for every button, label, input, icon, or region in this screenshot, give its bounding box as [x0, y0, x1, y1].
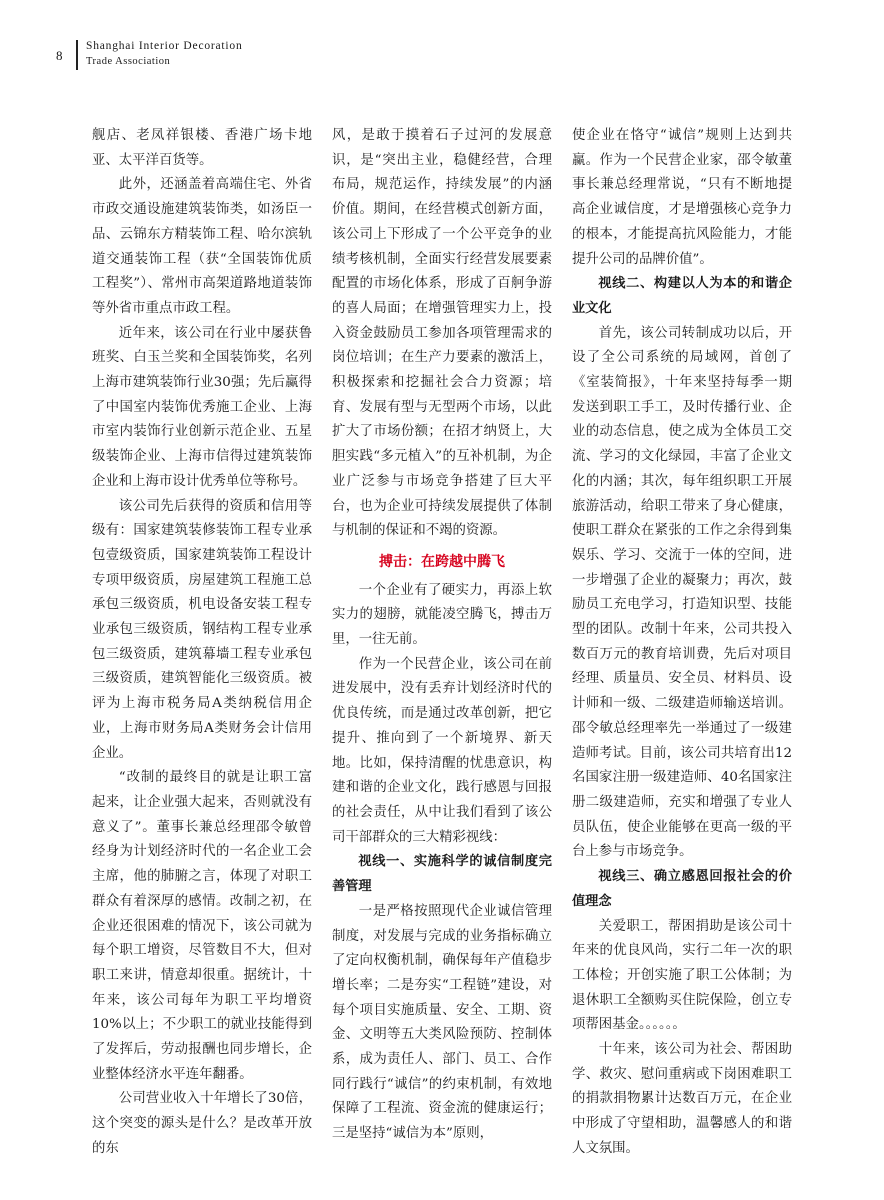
body-paragraph: 使企业在恪守“诚信”规则上达到共赢。作为一个民营企业家，邵令敏董事长兼总经理常说，“只有不断地提高企业诚信度，才是增强核心竞争力的根本，才能提高抗风险能力，才能提升公司的品牌价值”。: [572, 128, 792, 267]
publisher-line-2: Trade Association: [86, 56, 171, 67]
article-column-2: [332, 124, 552, 1142]
subsection-heading: 视线一、实施科学的诚信制度完善管理: [332, 854, 552, 895]
body-paragraph: 关爱职工，帮困捐助是该公司十年来的优良风尚，实行二年一次的职工体检；开创实施了职工公体制；为退休职工全额购买住院保险，创立专项帮困基金。。。。。。: [572, 918, 792, 1033]
subsection-heading: 视线二、构建以人为本的和谐企业文化: [572, 276, 792, 316]
section-heading: 搏击：在跨越中腾飞: [379, 553, 505, 570]
subsection-heading: 视线三、确立感恩回报社会的价值理念: [572, 869, 792, 909]
body-paragraph: 该公司先后获得的资质和信用等级有：国家建筑装修装饰工程专业承包壹级资质，国家建筑装饰工程设计专项甲级资质，房屋建筑工程施工总承包三级资质，机电设备安装工程专业承包三级资质，钢结构工程专业承包三级资质，建筑幕墙工程专业承包三级资质，建筑智能化三级资质。被评为上海市税务局A类纳税信用企业，上海市财务局A类财务会计信用企业。: [92, 498, 312, 761]
body-paragraph: 一是严格按照现代企业诚信管理制度，对发展与完成的业务指标确立了定向权衡机制，确保每年产值稳步增长率；二是夯实“工程链”建设，对每个项目实施质量、安全、工期、资金、文明等五大类风险预防、控制体系，成为责任人、部门、员工、合作同行践行“诚信”的约束机制，有效地保障了工程流、资金流的健康运行；三是坚持“诚信为本”原则，: [332, 903, 552, 1142]
article-column-1: [92, 124, 312, 1156]
body-paragraph: 首先，该公司转制成功以后，开设了全公司系统的局域网，首创了《室装简报》，十年来坚持每季一期发送到职工手工，及时传播行业、企业的动态信息，使之成为全体员工交流、学习的文化绿园，丰富了企业文化的内涵；其次，每年组织职工开展旅游活动，给职工带来了身心健康，使职工群众在紧张的工作之余得到集娱乐、学习、交流于一体的空间，进一步增强了企业的凝聚力；再次，鼓励员工充电学习，打造知识型、技能型的团队。改制十年来，公司共投入数百万元的教育培训费，先后对项目经理、质量员、安全员、材料员、设计师和一级、二级建造师输送培训。邵令敏总经理率先一举通过了一级建造师考试。目前，该公司共培育出12名国家注册一级建造师、40名国家注册二级建造师，充实和增强了专业人员队伍，使企业能够在更高一级的平台上参与市场竞争。: [572, 325, 792, 860]
body-paragraph: 近年来，该公司在行业中屡获鲁班奖、白玉兰奖和全国装饰奖，名列上海市建筑装饰行业30强；先后赢得了中国室内装饰优秀施工企业、上海市室内装饰行业创新示范企业、五星级装饰企业、上海市信得过建筑装饰企业和上海市设计优秀单位等称号。: [92, 325, 312, 489]
page-number: 8: [56, 48, 63, 63]
body-paragraph: 作为一个民营企业，该公司在前进发展中，没有丢弃计划经济时代的优良传统，而是通过改革创新，把它提升、推向到了一个新境界、新天地。比如，保持清醒的忧患意识，构建和谐的企业文化，践行感恩与回报的社会责任，从中让我们看到了该公司干部群众的三大精彩视线：: [332, 656, 552, 845]
publisher-line-1: Shanghai Interior Decoration: [86, 40, 243, 52]
body-paragraph: 一个企业有了硬实力，再添上软实力的翅膀，就能凌空腾飞，搏击万里，一往无前。: [332, 582, 552, 648]
publisher-name: [86, 39, 243, 69]
body-paragraph: 公司营业收入十年增长了30倍，这个突变的源头是什么？是改革开放的东: [92, 1091, 312, 1156]
article-column-3: [572, 124, 792, 1156]
body-paragraph: 舰店、老凤祥银楼、香港广场卡地亚、太平洋百货等。: [92, 128, 312, 168]
body-paragraph: 风，是敢于摸着石子过河的发展意识，是“突出主业，稳健经营，合理布局，规范运作，持续发展”的内涵价值。期间，在经营模式创新方面，该公司上下形成了一个公平竞争的业绩考核机制，全面实行经营发展要素配置的市场化体系，形成了百舸争游的喜人局面；在增强管理实力上，投入资金鼓励员工参加各项管理需求的岗位培训；在生产力要素的激活上，积极探索和挖掘社会合力资源；培育、发展有型与无型两个市场，以此扩大了市场份额；在招才纳贤上，大胆实践“多元植入”的互补机制，为企业广泛参与市场竞争搭建了巨大平台，也为企业可持续发展提供了体制与机制的保证和不竭的资源。: [332, 128, 552, 539]
body-paragraph: 此外，还涵盖着高端住宅、外省市政交通设施建筑装饰类，如汤臣一品、云锦东方精装饰工程、哈尔滨轨道交通装饰工程（获“全国装饰优质工程奖”）、常州市高架道路地道装饰等外省市重点市政工程。: [92, 177, 312, 316]
header-divider: [76, 40, 78, 70]
body-paragraph: 十年来，该公司为社会、帮困助学、救灾、慰问重病或下岗困难职工的捐款捐物累计达数百万元，在企业中形成了守望相助，温馨感人的和谐人文氛围。: [572, 1042, 792, 1156]
body-paragraph: “改制的最终目的就是让职工富起来，让企业强大起来，否则就没有意义了”。董事长兼总经理邵令敏曾经身为计划经济时代的一名企业工会主席，他的肺腑之言，体现了对职工群众有着深厚的感情。改制之初，在企业还很困难的情况下，该公司就为每个职工增资，尽管数目不大，但对职工来讲，情意却很重。据统计，十年来，该公司每年为职工平均增资10%以上；不少职工的就业技能得到了发挥后，劳动报酬也同步增长，企业整体经济水平连年翻番。: [92, 770, 312, 1082]
